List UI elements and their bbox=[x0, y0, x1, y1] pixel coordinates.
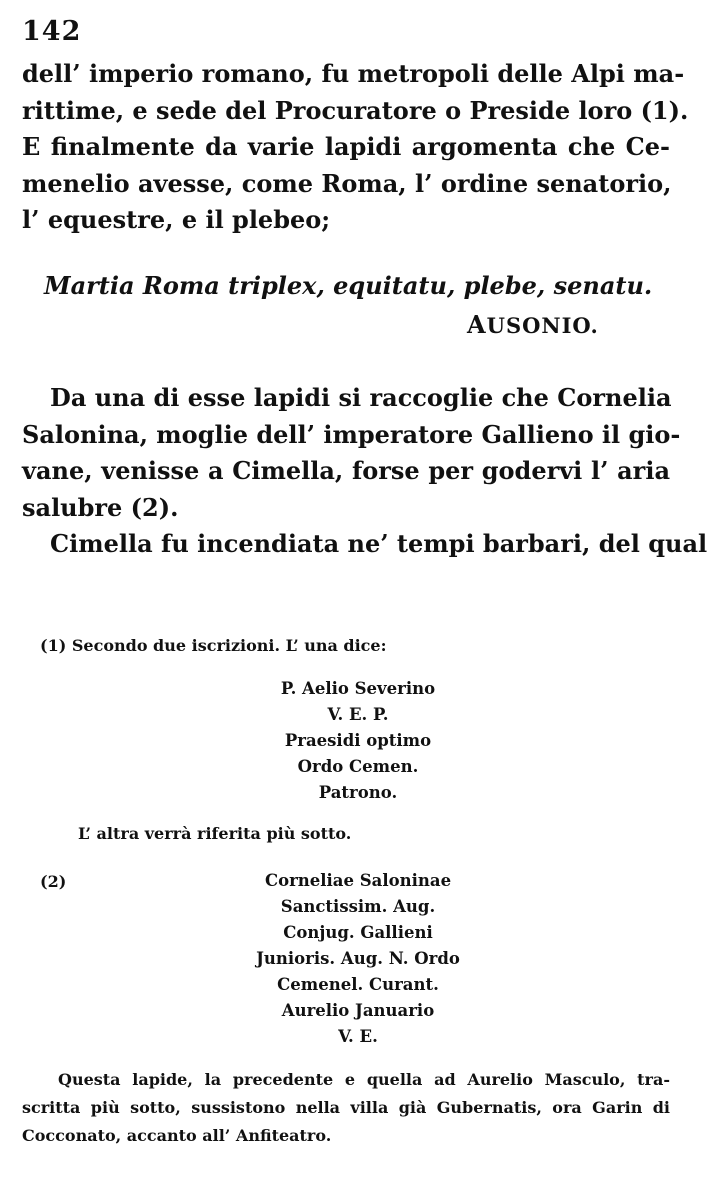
text-line: vane, venisse a Cimella, forse per godervi l’ aria bbox=[22, 456, 670, 485]
text-line: rittime, e sede del Procuratore o Preside loro (1). bbox=[22, 95, 689, 125]
inscription-line: V. E. P. bbox=[327, 705, 389, 724]
inscription-1 bbox=[0, 676, 716, 806]
footnote-2-label: (2) bbox=[40, 872, 67, 891]
inscription-2 bbox=[0, 868, 716, 1050]
text-line: salubre (2). bbox=[22, 492, 179, 522]
inscription-line: Patrono. bbox=[318, 783, 398, 802]
latin-quote: Martia Roma triplex, equitatu, plebe, senatu. bbox=[44, 271, 653, 300]
footnote-1-intro: (1) Secondo due iscrizioni. L’ una dice: bbox=[40, 636, 387, 655]
paragraph-1 bbox=[22, 56, 689, 239]
footnote-line: Questa lapide, la precedente e quella ad Aurelio Masculo, tra- bbox=[58, 1070, 670, 1089]
footnote-closing-paragraph bbox=[22, 1066, 670, 1150]
text-line: Da una di esse lapidi si raccoglie che Cornelia bbox=[50, 383, 672, 412]
paragraph-3-line: Cimella fu incendiata ne’ tempi barbari, del qual bbox=[50, 529, 708, 558]
text-line: Salonina, moglie dell’ imperatore Gallieno il gio- bbox=[22, 419, 681, 449]
quote-author-rest: USONIO. bbox=[486, 313, 599, 338]
inscription-line: V. E. bbox=[338, 1027, 378, 1046]
footnote-line: Cocconato, accanto all’ Anfiteatro. bbox=[22, 1126, 332, 1145]
quote-author bbox=[467, 310, 599, 339]
text-line: dell’ imperio romano, fu metropoli delle Alpi ma- bbox=[22, 59, 685, 88]
inscription-line: Praesidi optimo bbox=[284, 731, 432, 750]
text-line: E finalmente da varie lapidi argomenta che Ce- bbox=[22, 132, 670, 161]
quote-author-initial: A bbox=[467, 310, 487, 339]
inscription-line: Cemenel. Curant. bbox=[277, 975, 439, 994]
page-number: 142 bbox=[22, 16, 82, 47]
inscription-line: Conjug. Gallieni bbox=[283, 923, 433, 942]
paragraph-2 bbox=[22, 380, 708, 563]
inscription-line: Corneliae Saloninae bbox=[264, 871, 452, 890]
text-line: menelio avesse, come Roma, l’ ordine senatorio, bbox=[22, 168, 672, 198]
inscription-line: Sanctissim. Aug. bbox=[280, 897, 436, 916]
text-line: l’ equestre, e il plebeo; bbox=[22, 205, 331, 234]
footnote-1-after: L’ altra verrà riferita più sotto. bbox=[78, 824, 352, 843]
inscription-line: P. Aelio Severino bbox=[280, 679, 436, 698]
inscription-line: Ordo Cemen. bbox=[297, 757, 419, 776]
inscription-line: Aurelio Januario bbox=[281, 1001, 435, 1020]
inscription-line: Junioris. Aug. N. Ordo bbox=[256, 949, 460, 968]
footnote-line: scritta più sotto, sussistono nella villa già Gubernatis, ora Garin di bbox=[22, 1098, 670, 1117]
